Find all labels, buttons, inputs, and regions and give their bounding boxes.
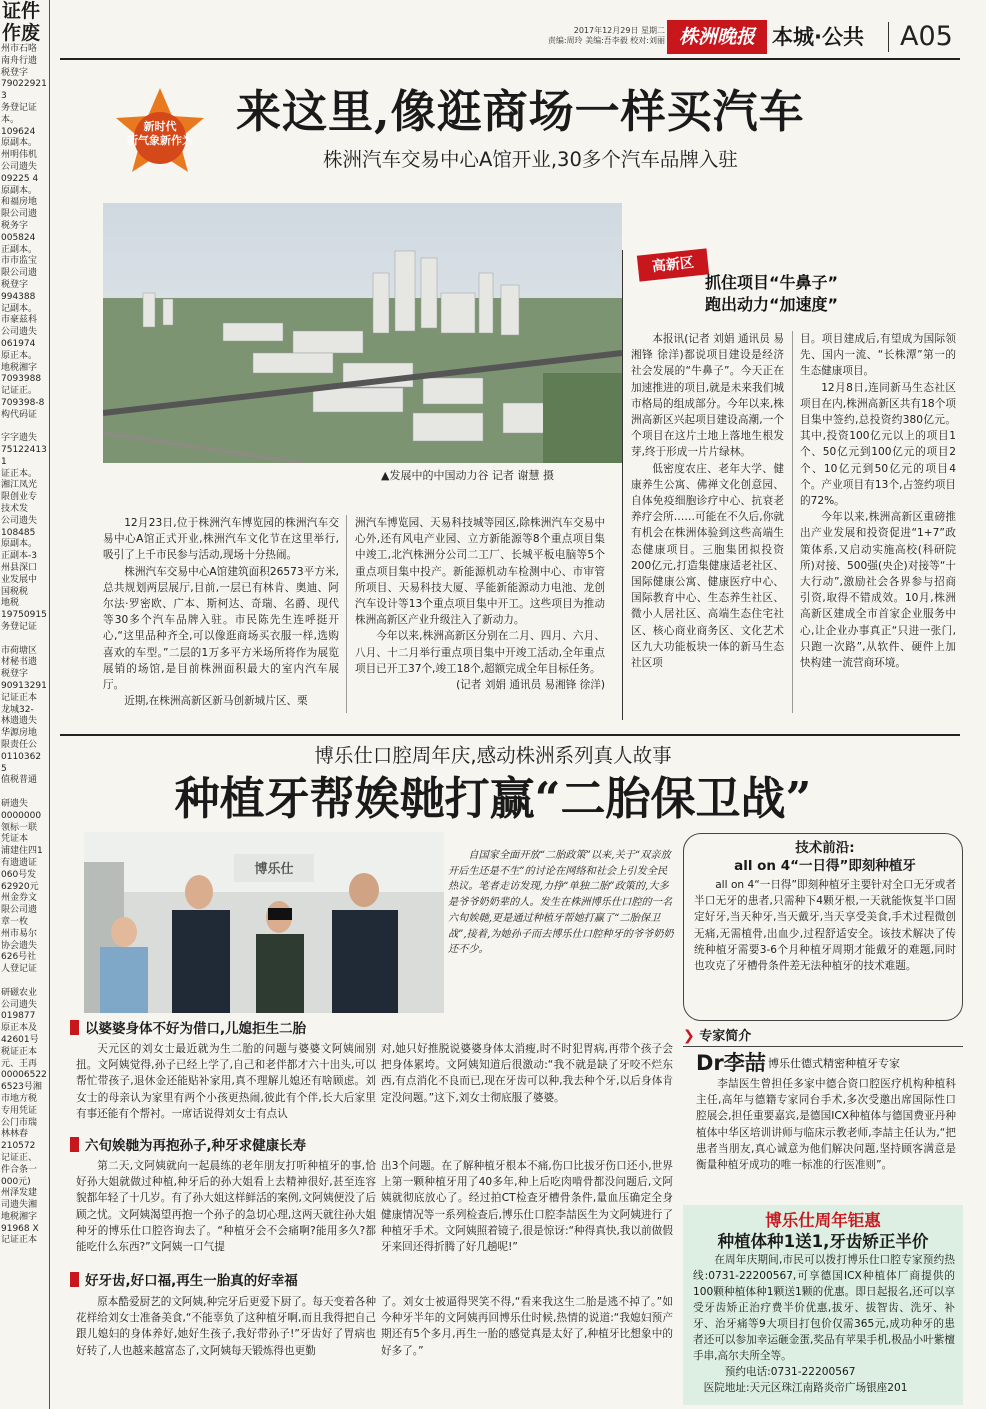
article2-headline: 种植牙帮娭毑打赢“二胎保卫战” [174, 772, 812, 825]
paragraph: 天元区的刘女士最近就为生二胎的问题与婆婆文阿姨闹别扭。文阿姨觉得,孙子已经上学了,自己和老伴都才六十出头,可以帮忙带孩子,退休金还能贴补家用,真不理解儿媳还有啥顾虑。刘女士的母亲认为家里有两个小孩更热闹,彼此有个伴,长大后家里有事还能有个帮衬。一席话说得刘女士有点认 [76, 1043, 376, 1120]
subsection2-column1 [76, 1158, 376, 1255]
header-divider [888, 22, 889, 52]
article2-photo [84, 832, 444, 1013]
paragraph: 对,她只好推脱说婆婆身体太消瘦,时不时犯胃病,再带个孩子会把身体累垮。文阿姨知道后很激动:“我不就是缺了牙咬不烂东西,有点消化不良而已,现在牙齿可以种,我去种个牙,以后身体肯定没问题。”这下,刘女士彻底服了婆婆。 [381, 1043, 673, 1104]
paragraph: 12月23日,位于株洲汽车博览园的株洲汽车交易中心A馆正式开业,株洲汽车文化节在这里举行,吸引了上千市民参与活动,现场十分热闹。 [103, 517, 339, 562]
expert-rule [683, 1046, 963, 1047]
subsection2-heading [70, 1136, 306, 1156]
paragraph: 目。项目建成后,有望成为国际领先、国内一流、“长株潭”第一的生态健康项目。 [800, 333, 956, 378]
expert-body [696, 1076, 956, 1173]
subsection2-column2 [381, 1158, 673, 1255]
header-date: 2017年12月29日 星期二 [573, 26, 665, 35]
subsection1-column1 [76, 1041, 376, 1122]
expert-label [683, 1027, 751, 1046]
badge-line2: 新气象新作为 [127, 134, 193, 147]
subsection1-column2 [381, 1041, 673, 1106]
promo-title-line2: 种植体种1送1,牙齿矫正半价 [717, 1232, 929, 1251]
article1-headline: 来这里,像逛商场一样买汽车 [236, 85, 805, 138]
paragraph: 12月8日,连同新马生态社区项目在内,株洲高新区共有18个项目集中签约,总投资约380亿元。其中,投资100亿元以上的项目1个、50亿元到100亿元的项目2个、10亿元到50亿元的项目4个。产业项目有13个,占签约项目的72%。 [800, 381, 956, 508]
section-title: 本城·公共 [772, 25, 864, 49]
promo-title-line1: 博乐仕周年钜惠 [765, 1211, 881, 1230]
subsection1-heading [70, 1019, 306, 1039]
expert-title: 博乐仕德式精密种植牙专家 [768, 1057, 900, 1070]
tech-title-line2: all on 4“一日得”即刻种植牙 [734, 858, 916, 874]
subsection3-title: 好牙齿,好口福,再生一胎真的好幸福 [85, 1273, 298, 1289]
subsection3-heading [70, 1271, 298, 1291]
subsection2-title: 六旬娭毑为再抱孙子,种牙求健康长寿 [85, 1138, 307, 1154]
column-divider [346, 515, 347, 713]
header-rule [60, 58, 960, 60]
paragraph: 了。刘女士被逼得哭笑不得,“看来我这生二胎是逃不掉了。”如今种牙半年的文阿姨再回博乐仕时候,热情的说道:“我媳妇预产期还有5个多月,再生一胎的感觉真是太好了,种植牙比想象中的好多了。” [381, 1296, 673, 1357]
section-rule [60, 734, 960, 736]
promo-address: 医院地址:天元区珠江南路炎帝广场银座201 [703, 1382, 908, 1394]
expert-name: Dr李喆 [696, 1051, 766, 1075]
newspaper-logo: 株洲晚报 [667, 20, 767, 54]
subsection3-column2 [381, 1294, 673, 1359]
subsection3-column1 [76, 1294, 376, 1359]
article1-column2 [355, 515, 605, 693]
tech-title [690, 839, 960, 875]
article1-credit: (记者 刘娟 通讯员 易湘锋 徐洋) [456, 679, 605, 692]
article2-intro: 自国家全面开放“二胎政策”以来,关于“双亲放开后生还是不生”的讨论在网络和社会上引发全民热议。笔者走访发现,力挣“单独二胎”政策的,大多是爷爷奶奶辈的人。发生在株洲博乐仕口腔的一名六旬娭毑,更是通过种植牙帮她打赢了“二胎保卫战”,接着,为她孙子而去博乐仕口腔种牙的爷爷奶奶还不少。 [448, 850, 674, 956]
gaoxin-tag: 高新区 [637, 248, 709, 281]
notice-heading: 证件 作废 [2, 0, 41, 44]
paragraph: 原本酷爱厨艺的文阿姨,种完牙后更爱下厨了。每天变着各种花样给刘女士准备美食,“不能辜负了这种植牙啊,而且我得把自己跟儿媳妇的身体养好,她好生孩子,我好带孙子!”牙齿好了胃病也好转了,人也越来越富态了,文阿姨每天锻炼得也更勤 [76, 1296, 376, 1357]
clinic-sign: 博乐仕 [254, 862, 294, 877]
article1-subhead: 株洲汽车交易中心A馆开业,30多个汽车品牌入驻 [323, 148, 738, 171]
new-era-badge [108, 84, 212, 188]
column-divider [792, 331, 793, 713]
page-number: A05 [900, 21, 953, 52]
sidebar-headline [705, 272, 838, 316]
sidebar-headline-line1: 抓住项目“牛鼻子” [705, 273, 839, 292]
header-meta [525, 26, 665, 46]
chevron-right-icon: ❯ [683, 1028, 695, 1044]
promo-title [683, 1210, 963, 1252]
subsection1-title: 以婆婆身体不好为借口,儿媳拒生二胎 [85, 1021, 307, 1037]
promo-body [693, 1252, 955, 1396]
header-editors: 责编:周玲 美编:吾李毅 校对:刘丽 [547, 36, 665, 45]
paragraph: 今年以来,株洲高新区重磅推出产业发展和投资促进“1+7”政策体系,又启动实施高校(科研院所)对接、500强(央企)对接等“十大行动”,激励社会各界参与招商引资,取得不错成效。10月,株洲高新区建成全市首家企业服务中心,让企业办事真正“只进一张门,只跑一次路”,从软件、硬件上加快构建一流营商环境。 [800, 511, 956, 670]
paragraph: 近期,在株洲高新区新马创新城片区、栗 [124, 695, 308, 708]
article1-column1 [103, 515, 339, 709]
badge-line1: 新时代 [143, 120, 177, 133]
paragraph: 洲汽车博览园、天易科技城等园区,除株洲汽车交易中心外,还有风电产业园、立方新能源等8个重点项目集中竣工,北汽株洲分公司二工厂、长城平板电脑等5个重点项目集中投产。新能源机动车检测中心、市审管所项目、天易科技大厦、孚能新能源动力电池、龙创汽车设计等13个重点项目集中开工。这些项目为推动株洲高新区产业升级注入了新动力。 [355, 517, 605, 627]
paragraph: all on 4“一日得”即刻种植牙主要针对全口无牙或者半口无牙的患者,只需种下4颗牙根,一天就能恢复半口固定好牙,当天种牙,当天戴牙,当天享受美食,手术过程微创无痛,无需植骨,出血少,过程舒适安全。该技术解决了传统种植牙需要3-6个月种植牙周期才能戴牙的难题,同时也攻克了牙槽骨条件差无法种植牙的技术难题。 [694, 879, 956, 973]
paragraph: 今年以来,株洲高新区分别在二月、四月、六月、八月、十二月举行重点项目集中开竣工活动,全年重点项目已开工37个,竣工18个,超额完成全年目标任务。 [355, 630, 605, 675]
tech-body [694, 877, 956, 974]
photo1-caption: ▲发展中的中国动力谷 记者 谢慧 摄 [381, 469, 554, 482]
sidebar-headline-line2: 跑出动力“加速度” [705, 295, 839, 314]
left-strip-notices [0, 0, 50, 1409]
notice-text: 州市石咯 南舟行遗 税登字 790229213 务登记证 本。 109624 原副本。 州明伟机 公司遗失 09225 4 原副本。 和福房地 限公司遗 税务字 005824 正副本。 市市监宝 限公司遗 税登字 994388 记副本。 市豪兹科 公司遗失 061974 原正本。 地税湘字 7093988 记证正。 709398-8 构代码证 字字遗失 75122413 1 证正本。 湘江凤光 限创业专 技术发 公司遗失 108485 原副本。 正副本-3 州县深口 业发展中 国税税 地税 19750915 务登记证 市荷塘区 材秘书遗 税登字 90913291 记证正本 龙城32- 林遗遗失 华源房地 限责任公 0110362 5 值税普通 研遗失 0000000 领标一联 凭证本 浦建住四1 有遗遗证 060号发 62920元 州金券文 限公司遗 章一枚 州市易尔 协会遗失 626号社 人登记证 研磁农业 公司遗失 019877 原正本及 42601号 税证正本 元、王再 00006522 6523号湘 市地方税 专用凭证 公门市瑞 林林春 210572 记证正、 件合条一 000元) 州泽发建 司遗失湘 地税湘字 91968 X 记证正本 [1, 44, 47, 1246]
article1-photo [103, 203, 622, 463]
sidebar-column2 [800, 331, 956, 671]
sidebar-column1 [631, 331, 784, 671]
expert-label-text: 专家简介 [699, 1029, 752, 1044]
paragraph: 在周年庆期间,市民可以拨打博乐仕口腔专家预约热线:0731-22200567,可享德国ICX种植体厂商提供的100颗种植体种1颗送1颗的优惠。即日起报名,还可以享受牙齿矫正治疗费半价优惠,拔牙、拔智齿、洗牙、补牙、治牙痛等9大项目打包价仅需365元,成功种牙的患者还可以参加幸运砸金蛋,奖品有苹果手机,极品小叶紫檀手串,高尔夫所全等。 [693, 1254, 955, 1362]
tech-title-line1: 技术前沿: [795, 840, 855, 856]
paragraph: 低密度农庄、老年大学、健康养生公寓、佛禅文化创意园、自体免疫细胞诊疗中心、抗衰老养疗会所……可能在不久后,你就有机会在株洲体验到这些高端生态健康项目。三胞集团拟投资200亿元,打造集健康适老社区、国际健康公寓、健康医疗中心、国际教育中心、生态养生社区、微小人居社区、高端生态住宅社区、核心商业商务区、文化艺术区九大功能板块一体的新马生态社区项 [631, 462, 784, 670]
promo-phone: 预约电话:0731-22200567 [724, 1366, 856, 1378]
paragraph: 本报讯(记者 刘娟 通讯员 易湘锋 徐洋)都说项目建设是经济社会发展的“牛鼻子”。今天正在加速推进的项目,就是未来我们城市格局的组成部分。今年以来,株洲高新区兴起项目建设高潮,一个个项目在这片土地上落地生根发芽,终于形成一片片绿林。 [631, 333, 784, 459]
paragraph: 第二天,文阿姨就向一起晨练的老年朋友打听种植牙的事,恰好孙大姐就做过种植,种牙后的孙大姐看上去精神很好,甚至连容貌都年轻了十几岁。有了孙大姐这样鲜活的案例,文阿姨便没了后顾之忧。文阿姨渴望再抱一个孙子的急切心理,这两天就往孙大姐种牙的博乐仕口腔咨询去了。“种植牙会不会痛啊?能用多久?都能吃什么东西?”文阿姨一口气提 [76, 1160, 376, 1254]
article2-kicker: 博乐仕口腔周年庆,感动株洲系列真人故事 [314, 744, 672, 767]
paragraph: 李喆医生曾担任多家中德合资口腔医疗机构种植科主任,高年与德籍专家同台手术,多次受邀出席国际性口腔展会,担任重要嘉宾,是德国ICX种植体与德国费亚丹种植体中华区培训讲师与临床示教老师,李喆主任认为,“把患者当朋友,真心诚意为他们解决问题,坚持顾客满意是衡量种植牙成功的唯一标准的行医准则”。 [696, 1078, 956, 1172]
paragraph: 株洲汽车交易中心A馆建筑面积26573平方米,总共规划两层展厅,目前,一层已有林肯、奥迪、阿尔法·罗密欧、广本、斯柯达、奇瑞、名爵、现代等30多个汽车品牌入驻。市民陈先生连呼挺开心,“这里品种齐全,可以像逛商场买衣服一样,选购喜欢的车型。”二层的1万多平方米场所将作为展览展销的场馆,是目前株洲面积最大的室内汽车展厅。 [103, 565, 339, 692]
sidebar-divider [622, 250, 623, 720]
paragraph: 出3个问题。在了解种植牙根本不痛,伤口比拔牙伤口还小,世界上第一颗种植牙用了40多年,种上后吃肉啃骨都没问题后,文阿姨就彻底放心了。经过拍CT检查牙槽骨条件,量血压确定全身健康情况等一系列检查后,博乐仕口腔李喆医生为文阿姨进行了种植牙手术。文阿姨照着镜子,很是惊讶:“种得真快,我以前做假牙来回还得折腾了好几趟呢!” [381, 1160, 673, 1254]
